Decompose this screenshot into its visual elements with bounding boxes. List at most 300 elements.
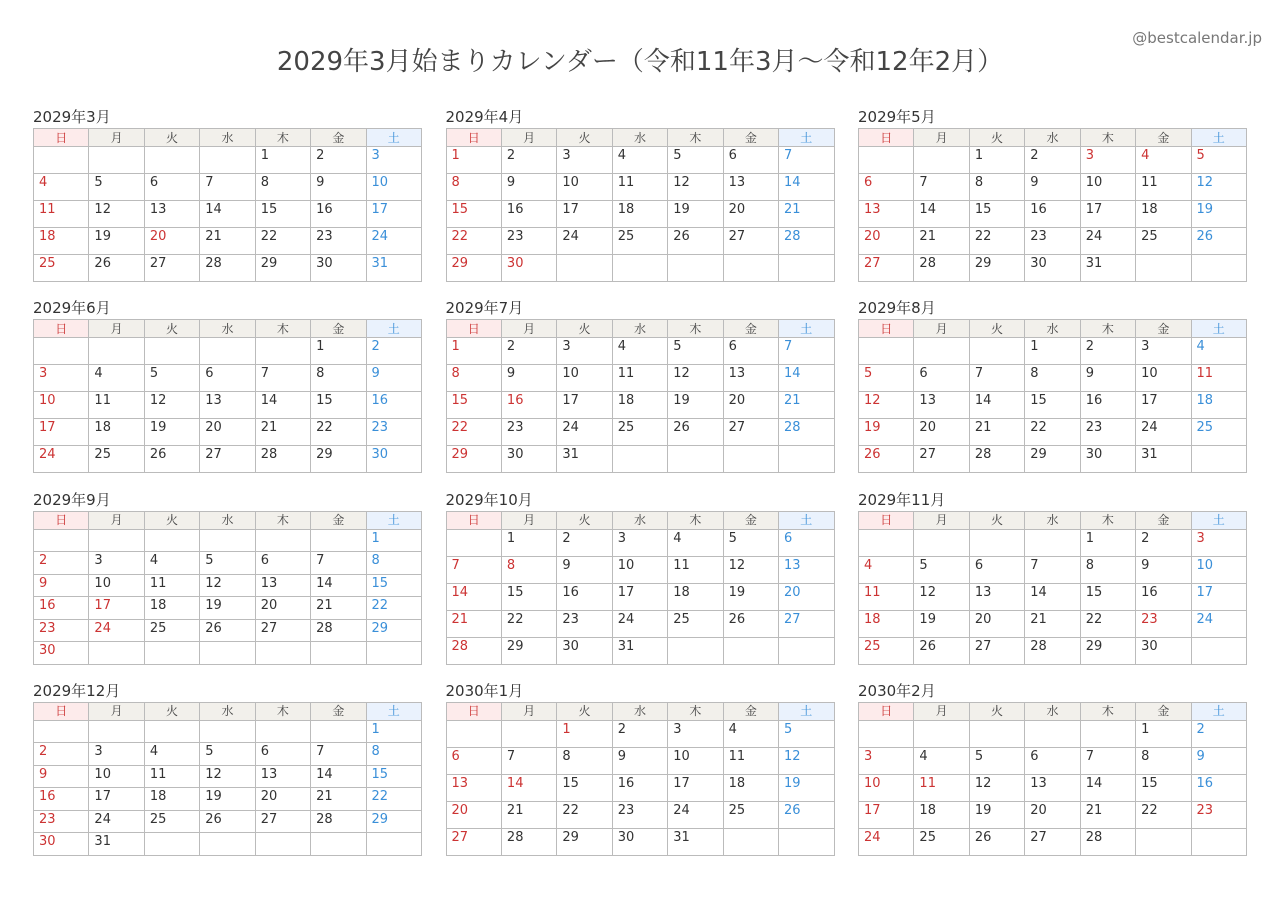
- day-cell: 20: [144, 228, 199, 255]
- week-row: [34, 201, 422, 228]
- site-credit: @bestcalendar.jp: [1132, 29, 1262, 47]
- day-cell: 16: [34, 597, 89, 620]
- empty-day-cell: [200, 529, 255, 552]
- weekday-label: 日: [34, 511, 89, 529]
- weekday-label: 月: [89, 511, 144, 529]
- day-cell: 17: [612, 583, 667, 610]
- weekday-label: 水: [200, 320, 255, 338]
- day-cell: 15: [311, 392, 366, 419]
- day-cell: 4: [144, 552, 199, 575]
- day-cell: 26: [779, 801, 834, 828]
- day-cell: 2: [501, 147, 556, 174]
- weekday-label: 月: [501, 702, 556, 720]
- week-row: [859, 610, 1247, 637]
- week-row: [446, 610, 834, 637]
- weekday-header: [34, 511, 422, 529]
- weekday-label: 月: [501, 129, 556, 147]
- day-cell: 10: [89, 574, 144, 597]
- week-row: [446, 747, 834, 774]
- day-cell: 22: [311, 419, 366, 446]
- day-cell: 7: [1025, 556, 1080, 583]
- day-cell: 7: [255, 365, 310, 392]
- day-cell: 17: [557, 392, 612, 419]
- weekday-label: 木: [668, 511, 723, 529]
- weekday-label: 金: [311, 129, 366, 147]
- day-cell: 20: [723, 201, 778, 228]
- day-cell: 20: [1025, 801, 1080, 828]
- month-calendar: [33, 107, 422, 282]
- week-row: [446, 174, 834, 201]
- month-title: 2029年5月: [858, 108, 936, 126]
- day-cell: 13: [723, 174, 778, 201]
- day-cell: 22: [366, 597, 421, 620]
- weekday-header-row: [34, 129, 422, 147]
- empty-day-cell: [144, 833, 199, 856]
- month-days: [859, 529, 1247, 664]
- week-row: [859, 583, 1247, 610]
- weekday-label: 水: [1025, 320, 1080, 338]
- weekday-label: 火: [969, 320, 1024, 338]
- empty-day-cell: [144, 529, 199, 552]
- day-cell: 9: [1080, 365, 1135, 392]
- weekday-label: 水: [612, 320, 667, 338]
- empty-day-cell: [668, 637, 723, 664]
- day-cell: 21: [1080, 801, 1135, 828]
- empty-day-cell: [311, 529, 366, 552]
- week-row: [859, 637, 1247, 664]
- day-cell: 3: [34, 365, 89, 392]
- day-cell: 1: [366, 720, 421, 743]
- day-cell: 11: [144, 765, 199, 788]
- weekday-label: 木: [668, 129, 723, 147]
- empty-day-cell: [723, 446, 778, 473]
- week-row: [34, 255, 422, 282]
- day-cell: 4: [1136, 147, 1191, 174]
- day-cell: 18: [859, 610, 914, 637]
- day-cell: 18: [723, 774, 778, 801]
- week-row: [34, 619, 422, 642]
- day-cell: 6: [200, 365, 255, 392]
- day-cell: 30: [34, 833, 89, 856]
- day-cell: 30: [311, 255, 366, 282]
- weekday-header: [34, 320, 422, 338]
- day-cell: 23: [366, 419, 421, 446]
- week-row: [859, 201, 1247, 228]
- day-cell: 16: [501, 201, 556, 228]
- day-cell: 11: [1136, 174, 1191, 201]
- weekday-label: 金: [1136, 129, 1191, 147]
- week-row: [34, 642, 422, 665]
- day-cell: 2: [34, 743, 89, 766]
- month-days: [446, 338, 834, 473]
- day-cell: 2: [501, 338, 556, 365]
- empty-day-cell: [34, 529, 89, 552]
- day-cell: 6: [969, 556, 1024, 583]
- weekday-label: 金: [723, 511, 778, 529]
- day-cell: 18: [144, 597, 199, 620]
- month-table: [446, 128, 835, 282]
- week-row: [34, 833, 422, 856]
- day-cell: 7: [1080, 747, 1135, 774]
- weekday-label: 金: [311, 702, 366, 720]
- day-cell: 9: [311, 174, 366, 201]
- week-row: [446, 338, 834, 365]
- day-cell: 7: [779, 338, 834, 365]
- day-cell: 6: [255, 552, 310, 575]
- day-cell: 29: [366, 619, 421, 642]
- day-cell: 20: [914, 419, 969, 446]
- week-row: [446, 365, 834, 392]
- empty-day-cell: [859, 147, 914, 174]
- weekday-label: 木: [255, 320, 310, 338]
- day-cell: 23: [311, 228, 366, 255]
- day-cell: 19: [969, 801, 1024, 828]
- week-row: [34, 228, 422, 255]
- weekday-label: 月: [89, 320, 144, 338]
- day-cell: 14: [501, 774, 556, 801]
- weekday-label: 火: [557, 511, 612, 529]
- day-cell: 22: [969, 228, 1024, 255]
- day-cell: 11: [723, 747, 778, 774]
- day-cell: 9: [501, 174, 556, 201]
- day-cell: 12: [668, 174, 723, 201]
- day-cell: 18: [34, 228, 89, 255]
- day-cell: 15: [501, 583, 556, 610]
- day-cell: 29: [557, 828, 612, 855]
- weekday-label: 水: [200, 511, 255, 529]
- day-cell: 8: [1136, 747, 1191, 774]
- weekday-label: 日: [446, 129, 501, 147]
- day-cell: 2: [1080, 338, 1135, 365]
- day-cell: 23: [1191, 801, 1246, 828]
- day-cell: 23: [501, 228, 556, 255]
- empty-day-cell: [501, 720, 556, 747]
- day-cell: 9: [1025, 174, 1080, 201]
- day-cell: 31: [1080, 255, 1135, 282]
- day-cell: 31: [1136, 446, 1191, 473]
- day-cell: 17: [1191, 583, 1246, 610]
- weekday-label: 火: [969, 511, 1024, 529]
- day-cell: 8: [446, 174, 501, 201]
- weekday-label: 金: [723, 702, 778, 720]
- week-row: [859, 392, 1247, 419]
- week-row: [446, 720, 834, 747]
- day-cell: 24: [89, 619, 144, 642]
- day-cell: 11: [668, 556, 723, 583]
- month-title: 2029年9月: [33, 490, 111, 509]
- month-calendar: [33, 681, 422, 856]
- day-cell: 18: [612, 392, 667, 419]
- weekday-header-row: [446, 511, 834, 529]
- day-cell: 13: [859, 201, 914, 228]
- day-cell: 21: [779, 392, 834, 419]
- day-cell: 2: [34, 552, 89, 575]
- day-cell: 1: [1025, 338, 1080, 365]
- day-cell: 21: [501, 801, 556, 828]
- weekday-header: [859, 511, 1247, 529]
- week-row: [859, 720, 1247, 747]
- day-cell: 3: [89, 743, 144, 766]
- day-cell: 2: [311, 147, 366, 174]
- weekday-label: 水: [612, 702, 667, 720]
- month-table: [33, 511, 422, 665]
- day-cell: 19: [859, 419, 914, 446]
- day-cell: 12: [969, 774, 1024, 801]
- day-cell: 10: [1191, 556, 1246, 583]
- empty-day-cell: [1080, 720, 1135, 747]
- day-cell: 4: [144, 743, 199, 766]
- month-days: [34, 338, 422, 473]
- empty-day-cell: [144, 338, 199, 365]
- empty-day-cell: [255, 833, 310, 856]
- weekday-header: [859, 129, 1247, 147]
- empty-day-cell: [1025, 720, 1080, 747]
- week-row: [34, 338, 422, 365]
- weekday-label: 金: [723, 129, 778, 147]
- empty-day-cell: [779, 446, 834, 473]
- day-cell: 24: [612, 610, 667, 637]
- day-cell: 15: [557, 774, 612, 801]
- week-row: [34, 174, 422, 201]
- month-title: 2029年4月: [445, 108, 524, 126]
- month-days: [34, 529, 422, 664]
- day-cell: 7: [914, 174, 969, 201]
- day-cell: 24: [859, 828, 914, 855]
- weekday-label: 金: [311, 511, 366, 529]
- day-cell: 11: [144, 574, 199, 597]
- weekday-header: [34, 702, 422, 720]
- day-cell: 28: [255, 446, 310, 473]
- day-cell: 4: [859, 556, 914, 583]
- week-row: [446, 228, 834, 255]
- day-cell: 28: [1025, 637, 1080, 664]
- day-cell: 12: [723, 556, 778, 583]
- day-cell: 26: [200, 619, 255, 642]
- empty-day-cell: [89, 720, 144, 743]
- week-row: [34, 597, 422, 620]
- day-cell: 5: [723, 529, 778, 556]
- day-cell: 14: [969, 392, 1024, 419]
- day-cell: 18: [1136, 201, 1191, 228]
- day-cell: 5: [914, 556, 969, 583]
- day-cell: 6: [723, 147, 778, 174]
- day-cell: 24: [557, 419, 612, 446]
- day-cell: 20: [200, 419, 255, 446]
- day-cell: 8: [255, 174, 310, 201]
- day-cell: 23: [501, 419, 556, 446]
- month-calendar: [33, 298, 422, 473]
- month-table: [446, 319, 835, 473]
- day-cell: 1: [501, 529, 556, 556]
- day-cell: 19: [914, 610, 969, 637]
- month-calendar: [858, 298, 1247, 473]
- weekday-label: 火: [144, 511, 199, 529]
- day-cell: 3: [1191, 529, 1246, 556]
- month-table: [858, 319, 1247, 473]
- day-cell: 26: [723, 610, 778, 637]
- empty-day-cell: [859, 720, 914, 747]
- day-cell: 30: [1080, 446, 1135, 473]
- day-cell: 16: [557, 583, 612, 610]
- day-cell: 9: [366, 365, 421, 392]
- day-cell: 7: [501, 747, 556, 774]
- day-cell: 6: [255, 743, 310, 766]
- day-cell: 13: [446, 774, 501, 801]
- week-row: [34, 743, 422, 766]
- day-cell: 4: [723, 720, 778, 747]
- month-days: [446, 529, 834, 664]
- month-title: 2029年7月: [445, 299, 524, 318]
- day-cell: 26: [859, 446, 914, 473]
- empty-day-cell: [1191, 446, 1246, 473]
- day-cell: 23: [612, 801, 667, 828]
- day-cell: 15: [255, 201, 310, 228]
- weekday-label: 土: [779, 320, 834, 338]
- weekday-header: [446, 320, 834, 338]
- day-cell: 31: [668, 828, 723, 855]
- day-cell: 9: [501, 365, 556, 392]
- empty-day-cell: [255, 338, 310, 365]
- weekday-label: 土: [779, 511, 834, 529]
- week-row: [446, 255, 834, 282]
- day-cell: 12: [89, 201, 144, 228]
- empty-day-cell: [200, 833, 255, 856]
- day-cell: 22: [1025, 419, 1080, 446]
- weekday-label: 金: [1136, 702, 1191, 720]
- weekday-label: 日: [34, 320, 89, 338]
- day-cell: 16: [311, 201, 366, 228]
- weekday-label: 土: [1191, 702, 1246, 720]
- empty-day-cell: [200, 720, 255, 743]
- week-row: [859, 365, 1247, 392]
- day-cell: 30: [501, 446, 556, 473]
- day-cell: 24: [1191, 610, 1246, 637]
- day-cell: 3: [557, 147, 612, 174]
- week-row: [34, 419, 422, 446]
- day-cell: 13: [969, 583, 1024, 610]
- day-cell: 6: [446, 747, 501, 774]
- weekday-header-row: [34, 702, 422, 720]
- weekday-header-row: [34, 320, 422, 338]
- weekday-header-row: [446, 320, 834, 338]
- weekday-label: 木: [1080, 511, 1135, 529]
- month-title: 2029年12月: [33, 681, 121, 700]
- empty-day-cell: [914, 147, 969, 174]
- empty-day-cell: [1136, 828, 1191, 855]
- day-cell: 25: [723, 801, 778, 828]
- day-cell: 16: [1080, 392, 1135, 419]
- weekday-label: 土: [1191, 511, 1246, 529]
- week-row: [446, 801, 834, 828]
- empty-day-cell: [34, 147, 89, 174]
- week-row: [859, 255, 1247, 282]
- day-cell: 26: [969, 828, 1024, 855]
- month-title: 2029年11月: [858, 490, 946, 509]
- empty-day-cell: [914, 338, 969, 365]
- day-cell: 23: [1080, 419, 1135, 446]
- day-cell: 10: [859, 774, 914, 801]
- month-days: [34, 720, 422, 855]
- weekday-label: 水: [612, 129, 667, 147]
- empty-day-cell: [779, 255, 834, 282]
- day-cell: 25: [668, 610, 723, 637]
- empty-day-cell: [89, 529, 144, 552]
- day-cell: 14: [1025, 583, 1080, 610]
- day-cell: 17: [859, 801, 914, 828]
- day-cell: 24: [89, 810, 144, 833]
- day-cell: 26: [89, 255, 144, 282]
- day-cell: 3: [1080, 147, 1135, 174]
- day-cell: 22: [366, 788, 421, 811]
- day-cell: 25: [612, 419, 667, 446]
- week-row: [34, 765, 422, 788]
- empty-day-cell: [366, 833, 421, 856]
- weekday-header-row: [446, 702, 834, 720]
- day-cell: 16: [501, 392, 556, 419]
- day-cell: 31: [89, 833, 144, 856]
- week-row: [446, 828, 834, 855]
- day-cell: 3: [366, 147, 421, 174]
- day-cell: 12: [779, 747, 834, 774]
- empty-day-cell: [557, 255, 612, 282]
- day-cell: 2: [1136, 529, 1191, 556]
- day-cell: 24: [557, 228, 612, 255]
- day-cell: 19: [200, 788, 255, 811]
- day-cell: 20: [859, 228, 914, 255]
- day-cell: 6: [914, 365, 969, 392]
- day-cell: 26: [144, 446, 199, 473]
- weekday-label: 火: [969, 702, 1024, 720]
- empty-day-cell: [914, 529, 969, 556]
- day-cell: 7: [779, 147, 834, 174]
- day-cell: 27: [255, 810, 310, 833]
- day-cell: 9: [34, 765, 89, 788]
- day-cell: 31: [612, 637, 667, 664]
- week-row: [34, 810, 422, 833]
- empty-day-cell: [89, 147, 144, 174]
- day-cell: 28: [969, 446, 1024, 473]
- month-title: 2029年10月: [445, 490, 533, 509]
- month-title: 2029年3月: [33, 108, 111, 126]
- day-cell: 21: [311, 788, 366, 811]
- day-cell: 13: [914, 392, 969, 419]
- week-row: [446, 637, 834, 664]
- day-cell: 6: [723, 338, 778, 365]
- day-cell: 4: [34, 174, 89, 201]
- day-cell: 26: [668, 228, 723, 255]
- day-cell: 14: [914, 201, 969, 228]
- day-cell: 28: [1080, 828, 1135, 855]
- day-cell: 22: [1136, 801, 1191, 828]
- day-cell: 14: [255, 392, 310, 419]
- day-cell: 13: [144, 201, 199, 228]
- week-row: [859, 529, 1247, 556]
- day-cell: 16: [612, 774, 667, 801]
- day-cell: 3: [859, 747, 914, 774]
- day-cell: 14: [779, 365, 834, 392]
- weekday-label: 日: [859, 320, 914, 338]
- day-cell: 25: [914, 828, 969, 855]
- month-calendar: [858, 490, 1247, 665]
- weekday-label: 土: [366, 702, 421, 720]
- day-cell: 25: [89, 446, 144, 473]
- day-cell: 27: [144, 255, 199, 282]
- month-table: [33, 128, 422, 282]
- weekday-label: 日: [34, 702, 89, 720]
- day-cell: 20: [255, 788, 310, 811]
- empty-day-cell: [1136, 255, 1191, 282]
- day-cell: 16: [366, 392, 421, 419]
